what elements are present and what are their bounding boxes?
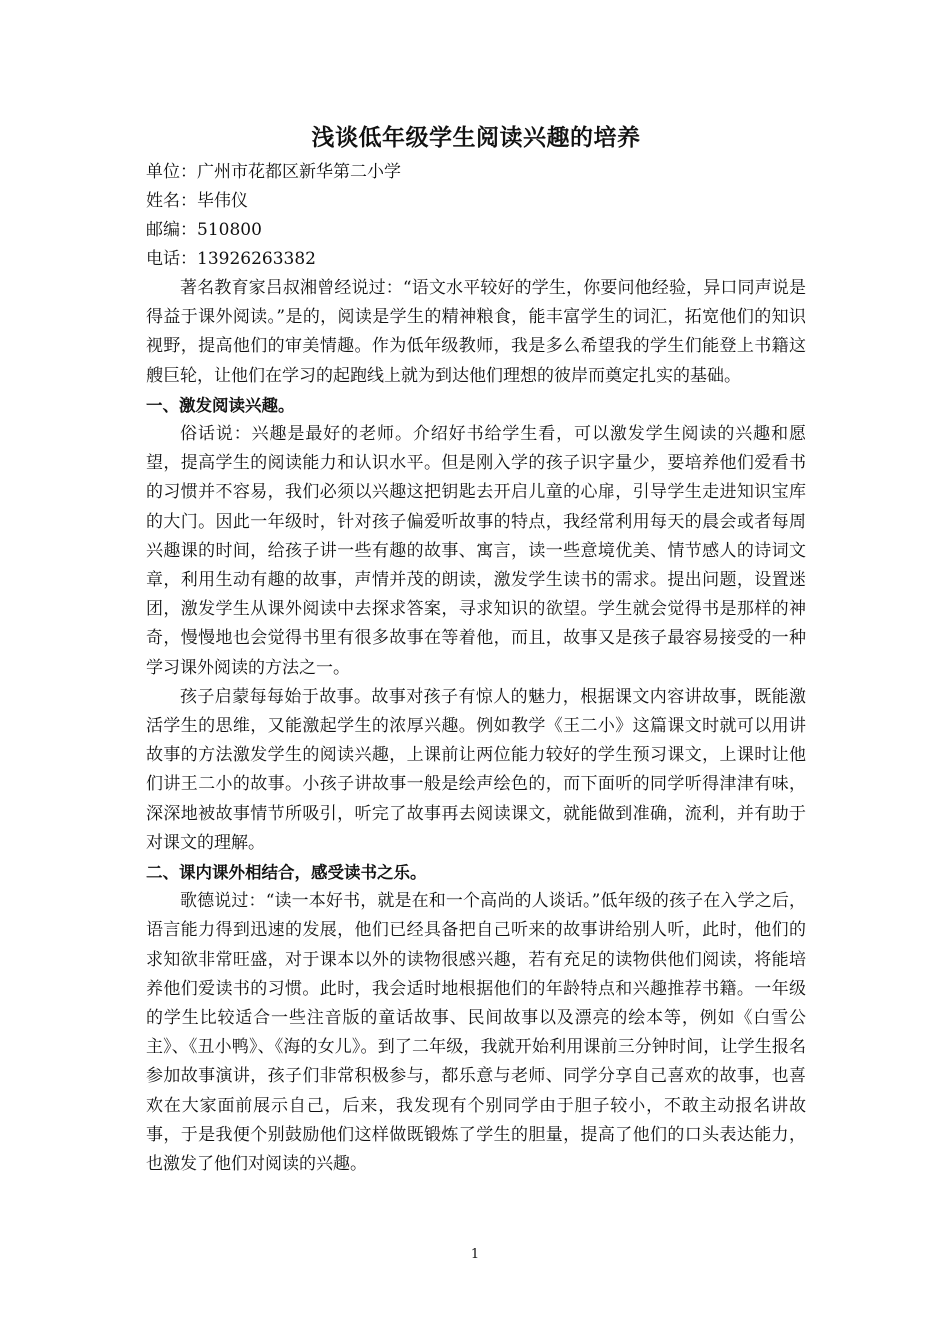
meta-name: 姓名：毕伟仪 xyxy=(146,191,248,211)
section-1-heading: 一、激发阅读兴趣。 xyxy=(146,395,295,415)
meta-phone: 电话：13926263382 xyxy=(146,249,316,269)
section-1-paragraph-1: 俗话说：兴趣是最好的老师。介绍好书给学生看，可以激发学生阅读的兴趣和愿望，提高学生的阅读能力和认识水平。但是刚入学的孩子识字量少，要培养他们爱看书的习惯并不容易，我们必须以兴趣这把钥匙去开启儿童的心扉，引导学生走进知识宝库的大门。因此一年级时，针对孩子偏爱听故事的特点，我经常利用每天的晨会或者每周兴趣课的时间，给孩子讲一些有趣的故事、寓言，读一些意境优美、情节感人的诗词文章，利用生动有趣的故事，声情并茂的朗读，激发学生读书的需求。提出问题，设置迷团，激发学生从课外阅读中去探求答案，寻求知识的欲望。学生就会觉得书是那样的神奇，慢慢地也会觉得书里有很多故事在等着他，而且，故事又是孩子最容易接受的一种学习课外阅读的方法之一。 xyxy=(146,424,806,678)
section-2-heading: 二、课内课外相结合，感受读书之乐。 xyxy=(146,863,427,883)
meta-postcode: 邮编：510800 xyxy=(146,220,262,240)
intro-paragraph: 著名教育家吕叔湘曾经说过：“语文水平较好的学生，你要问他经验，异口同声说是得益于课外阅读。”是的，阅读是学生的精神粮食，能丰富学生的词汇，拓宽他们的知识视野，提高他们的审美情趣。作为低年级教师，我是多么希望我的学生们能登上书籍这艘巨轮，让他们在学习的起跑线上就为到达他们理想的彼岸而奠定扎实的基础。 xyxy=(146,278,806,386)
page-number: 1 xyxy=(470,1247,480,1262)
meta-unit: 单位：广州市花都区新华第二小学 xyxy=(146,162,401,182)
section-1-paragraph-2: 孩子启蒙每每始于故事。故事对孩子有惊人的魅力，根据课文内容讲故事，既能激活学生的思维，又能激起学生的浓厚兴趣。例如教学《王二小》这篇课文时就可以用讲故事的方法激发学生的阅读兴趣，上课前让两位能力较好的学生预习课文，上课时让他们讲王二小的故事。小孩子讲故事一般是绘声绘色的，而下面听的同学听得津津有味，深深地被故事情节所吸引，听完了故事再去阅读课文，就能做到准确，流利，并有助于对课文的理解。 xyxy=(146,686,806,853)
document-title: 浅谈低年级学生阅读兴趣的培养 xyxy=(311,125,641,151)
section-2-paragraph-1: 歌德说过：“读一本好书，就是在和一个高尚的人谈话。”低年级的孩子在入学之后，语言能力得到迅速的发展，他们已经具备把自己听来的故事讲给别人听，此时，他们的求知欲非常旺盛，对于课本以外的读物很感兴趣，若有充足的读物供他们阅读，将能培养他们爱读书的习惯。此时，我会适时地根据他们的年龄特点和兴趣推荐书籍。一年级的学生比较适合一些注音版的童话故事、民间故事以及漂亮的绘本等，例如《白雪公主》、《丑小鸭》、《海的女儿》。到了二年级，我就开始利用课前三分钟时间，让学生报名参加故事演讲，孩子们非常积极参与，都乐意与老师、同学分享自己喜欢的故事，也喜欢在大家面前展示自己，后来，我发现有个别同学由于胆子较小，不敢主动报名讲故事，于是我便个别鼓励他们这样做既锻炼了学生的胆量，提高了他们的口头表达能力，也激发了他们对阅读的兴趣。 xyxy=(146,891,806,1175)
document-body xyxy=(146,118,806,1179)
